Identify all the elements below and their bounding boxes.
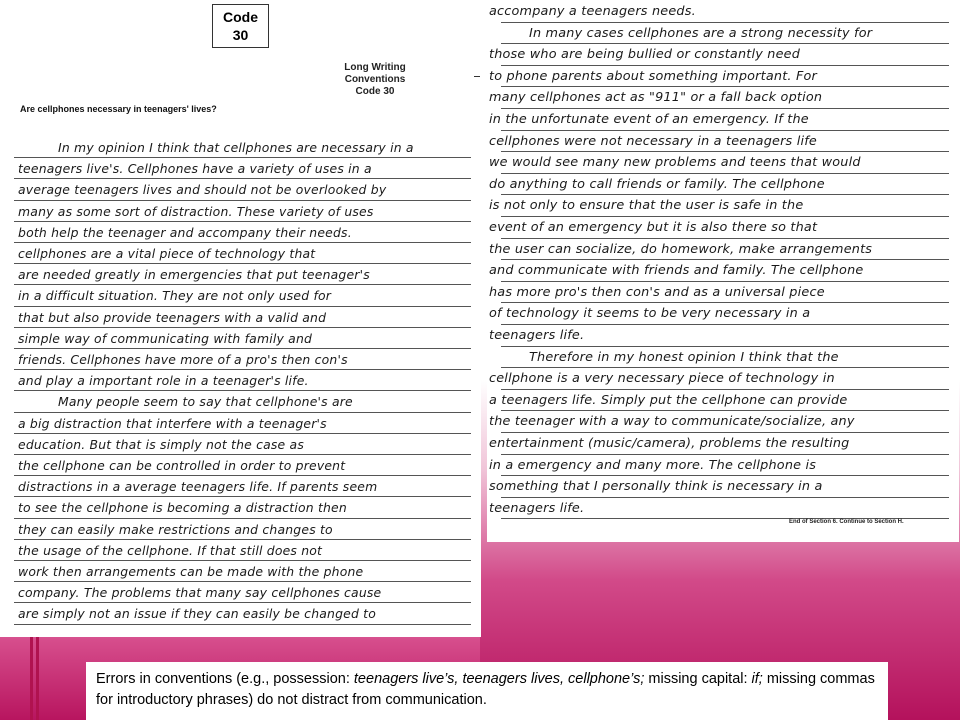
ruled-line xyxy=(14,475,471,476)
handwritten-line: are simply not an issue if they can easily be changed to xyxy=(18,606,377,622)
ruled-line xyxy=(501,151,949,152)
handwritten-line: the teenager with a way to communicate/socialize, any xyxy=(489,414,855,430)
ruled-line xyxy=(501,454,949,455)
caption-text-2: missing capital: xyxy=(644,671,752,687)
ruled-line xyxy=(14,412,471,413)
handwritten-line: many cellphones act as "911" or a fall back option xyxy=(489,90,823,106)
handwritten-line: entertainment (music/camera), problems the resulting xyxy=(489,436,850,451)
ruled-line xyxy=(14,581,471,582)
handwritten-line: accompany a teenagers needs. xyxy=(489,4,696,19)
ruled-line xyxy=(501,86,949,87)
handwritten-line: in a difficult situation. They are not only used for xyxy=(18,288,332,304)
handwritten-line: cellphones are a vital piece of technology that xyxy=(18,246,316,261)
handwritten-line: we would see many new problems and teens that would xyxy=(489,155,861,171)
handwritten-line: a teenagers life. Simply put the cellphone can provide xyxy=(489,392,848,408)
handwritten-line: In my opinion I think that cellphones are necessary in a xyxy=(58,140,414,155)
ruled-line xyxy=(501,259,949,260)
ruled-line xyxy=(501,367,949,368)
handwritten-line: in the unfortunate event of an emergency. If the xyxy=(489,112,809,127)
ruled-line xyxy=(14,560,471,561)
code-label: Code xyxy=(223,9,258,25)
ruled-line xyxy=(501,173,949,174)
ruled-line xyxy=(14,348,471,349)
code-number: 30 xyxy=(232,27,249,43)
handwritten-line: and communicate with friends and family. The cellphone xyxy=(489,263,864,279)
ruled-line xyxy=(501,65,949,66)
accent-bar-2 xyxy=(36,637,39,720)
ruled-line xyxy=(501,475,949,476)
handwritten-line: work then arrangements can be made with the phone xyxy=(18,564,364,579)
ruled-line xyxy=(14,624,471,625)
ruled-line xyxy=(14,454,471,455)
ruled-line xyxy=(501,346,949,347)
handwritten-line: the user can socialize, do homework, make arrangements xyxy=(489,241,873,257)
ruled-line xyxy=(14,263,471,264)
heading-line-3: Code 30 xyxy=(355,86,395,97)
caption-text-3: missing commas for introductory phrases) do not distract from communication. xyxy=(96,671,875,708)
ruled-line xyxy=(14,496,471,497)
handwritten-line: to phone parents about something important. For xyxy=(489,68,818,84)
caption-examples-2: if; xyxy=(751,671,763,687)
ruled-line xyxy=(501,22,949,23)
ruled-line xyxy=(14,242,471,243)
ruled-line xyxy=(501,324,949,325)
ruled-line xyxy=(501,302,949,303)
ruled-line xyxy=(501,216,949,217)
ruled-line xyxy=(14,369,471,370)
ruled-line xyxy=(501,432,949,433)
ruled-line xyxy=(14,306,471,307)
ruled-line xyxy=(14,327,471,328)
ruled-line xyxy=(501,238,949,239)
handwritten-line: event of an emergency but it is also there so that xyxy=(489,220,818,235)
handwritten-line: those who are being bullied or constantly need xyxy=(489,47,801,63)
ruled-line xyxy=(501,389,949,390)
handwritten-line: simple way of communicating with family and xyxy=(18,330,313,346)
handwritten-line: teenagers life. xyxy=(489,500,585,516)
ruled-line xyxy=(14,433,471,434)
ruled-line xyxy=(14,157,471,158)
handwritten-line: the cellphone can be controlled in order to prevent xyxy=(18,458,346,473)
ruled-line xyxy=(14,602,471,603)
handwritten-line: something that I personally think is necessary in a xyxy=(489,479,823,495)
handwritten-line: do anything to call friends or family. The cellphone xyxy=(489,176,825,192)
ruled-line xyxy=(14,518,471,519)
ruled-line xyxy=(501,130,949,131)
ruled-line xyxy=(14,284,471,285)
handwritten-line: company. The problems that many say cellphones cause xyxy=(18,585,382,601)
heading-line-2: Conventions xyxy=(344,74,406,85)
essay-page-left xyxy=(0,0,481,637)
accent-bar-1 xyxy=(30,637,33,720)
handwritten-line: both help the teenager and accompany their needs. xyxy=(18,224,352,240)
handwritten-line: cellphones were not necessary in a teenagers life xyxy=(489,133,817,149)
handwritten-line: and play a important role in a teenager's life. xyxy=(18,373,309,389)
caption-text-1: Errors in conventions (e.g., possession: xyxy=(96,671,354,687)
handwritten-line: is not only to ensure that the user is safe in the xyxy=(489,198,804,214)
handwritten-line: teenagers life. xyxy=(489,328,585,343)
handwritten-line: of technology it seems to be very necessary in a xyxy=(489,306,811,322)
ruled-line xyxy=(501,497,949,498)
handwritten-line: they can easily make restrictions and changes to xyxy=(18,521,333,537)
ruled-line xyxy=(501,194,949,195)
margin-mark xyxy=(474,76,480,77)
end-of-section-note: End of Section 6. Continue to Section H. xyxy=(789,519,904,525)
ruled-line xyxy=(501,281,949,282)
ruled-line xyxy=(501,410,949,411)
handwritten-line: average teenagers lives and should not be overlooked by xyxy=(18,182,387,198)
ruled-line xyxy=(14,390,471,391)
handwritten-line: that but also provide teenagers with a valid and xyxy=(18,309,327,325)
section-heading xyxy=(320,62,430,98)
code-box xyxy=(212,4,269,48)
handwritten-line: are needed greatly in emergencies that put teenager's xyxy=(18,267,370,283)
handwritten-line: a big distraction that interfere with a teenager's xyxy=(18,415,327,431)
caption-examples-1: teenagers live’s, teenagers lives, cellphone’s; xyxy=(353,671,645,687)
handwritten-line: Many people seem to say that cellphone's are xyxy=(58,394,353,410)
handwritten-line: the usage of the cellphone. If that still does not xyxy=(18,542,323,558)
handwritten-line: many as some sort of distraction. These variety of uses xyxy=(18,203,374,219)
ruled-line xyxy=(501,43,949,44)
ruled-line xyxy=(14,221,471,222)
handwritten-line: Therefore in my honest opinion I think that the xyxy=(529,349,839,365)
essay-page-right xyxy=(487,0,959,542)
heading-line-1: Long Writing xyxy=(344,62,406,73)
handwritten-line: cellphone is a very necessary piece of technology in xyxy=(489,371,835,387)
ruled-line xyxy=(14,539,471,540)
handwritten-line: teenagers live's. Cellphones have a variety of uses in a xyxy=(18,161,372,177)
handwritten-line: education. But that is simply not the case as xyxy=(18,436,304,452)
handwritten-line: to see the cellphone is becoming a distraction then xyxy=(18,500,347,516)
ruled-line xyxy=(14,178,471,179)
ruled-line xyxy=(501,108,949,109)
handwritten-line: friends. Cellphones have more of a pro's then con's xyxy=(18,352,348,367)
handwritten-line: has more pro's then con's and as a universal piece xyxy=(489,284,825,300)
essay-prompt: Are cellphones necessary in teenagers' lives? xyxy=(20,104,217,114)
ruled-line xyxy=(14,200,471,201)
handwritten-line: in a emergency and many more. The cellphone is xyxy=(489,457,817,473)
handwritten-line: distractions in a average teenagers life. If parents seem xyxy=(18,479,378,495)
caption-box xyxy=(86,662,888,720)
handwritten-line: In many cases cellphones are a strong necessity for xyxy=(529,25,873,41)
